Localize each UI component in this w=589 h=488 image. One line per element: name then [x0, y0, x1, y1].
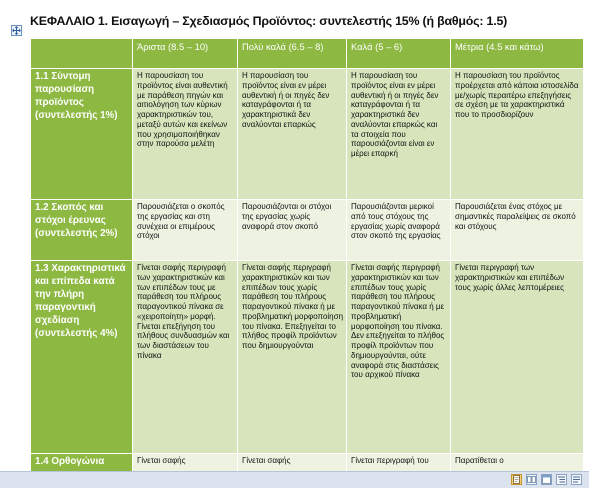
header-cell-very-good: Πολύ καλά (6.5 – 8)	[238, 39, 347, 69]
draft-icon[interactable]	[571, 474, 582, 485]
rubric-table	[30, 38, 584, 474]
header-cell-excellent: Άριστα (8.5 – 10)	[133, 39, 238, 69]
header-cell-corner	[31, 39, 133, 69]
table-cell: Γίνεται σαφής	[238, 454, 347, 474]
table-cell: Παρουσιάζονται οι στόχοι της εργασίας χωρίς αναφορά στον σκοπό	[238, 200, 347, 261]
table-cell: Γίνεται σαφής περιγραφή των χαρακτηριστικών και των επιπέδων τους με παράθεση του πλήρους παραγοντικού πίνακα σε «χειροποίητη» μορφή. Γίνεται επεξήγηση του πλήθους συνδυασμών και των διαστάσεων του πίνακα	[133, 261, 238, 454]
row-label: 1.4 Ορθογώνια	[31, 454, 133, 474]
full-screen-reading-icon[interactable]	[526, 474, 537, 485]
row-label: 1.1 Σύντομη παρουσίαση προϊόντος (συντελεστής 1%)	[31, 69, 133, 200]
table-row	[31, 200, 584, 261]
table-cell: Η παρουσίαση του προϊόντος είναι εν μέρει αυθεντική ή οι πηγές δεν καταγράφονται ή τα χαρακτηριστικά δεν αναλύονται επαρκώς και τα στοιχεία που παρουσιάζονται είναι εν μέρει επαρκή	[347, 69, 451, 200]
table-cell: Γίνεται σαφής περιγραφή χαρακτηριστικών και των επιπέδων τους χωρίς παράθεση του πλήρους παραγοντικού πίνακα ή με προβληματική μορφοποίηση του πίνακα. Δεν επεξηγείται το πλήθος προφίλ προϊόντων που δημιουργούνται, ούτε αναφορά στις διαστάσεις του αρχικού πίνακα	[347, 261, 451, 454]
table-cell: Γίνεται περιγραφή του	[347, 454, 451, 474]
table-cell: Η παρουσίαση του προϊόντος είναι εν μέρει αυθεντική ή οι πηγές δεν καταγράφονται ή τα χαρακτηριστικά δεν αναλύονται επαρκώς	[238, 69, 347, 200]
row-label: 1.3 Χαρακτηριστικά και επίπεδα κατά την πλήρη παραγοντική σχεδίαση (συντελεστής 4%)	[31, 261, 133, 454]
header-cell-fair: Μέτρια (4.5 και κάτω)	[451, 39, 584, 69]
table-cell: Η παρουσίαση του προϊόντος προέρχεται από κάποια ιστοσελίδα με/χωρίς περαιτέρω επεξηγήσεις σε σχέση με τα χαρακτηριστικά που το προσδιορίζουν	[451, 69, 584, 200]
table-cell: Παρουσιάζεται ένας στόχος με σημαντικές παραλείψεις σε σκοπό και στόχους	[451, 200, 584, 261]
table-row	[31, 69, 584, 200]
table-cell: Γίνεται σαφής	[133, 454, 238, 474]
table-cell: Η παρουσίαση του προϊόντος είναι αυθεντική με παράθεση πηγών και αιτιολόγηση των κύριων χαρακτηριστικών του, μεταξύ αυτών και εκείνων που χρησιμοποιήθηκαν στην παρούσα μελέτη	[133, 69, 238, 200]
web-layout-icon[interactable]	[541, 474, 552, 485]
header-cell-good: Καλά (5 – 6)	[347, 39, 451, 69]
table-move-handle-icon[interactable]	[11, 25, 22, 36]
table-cell: Παρουσιάζονται μερικοί από τους στόχους της εργασίας χωρίς αναφορά στον σκοπό της εργασίας	[347, 200, 451, 261]
table-cell: Παρατίθεται ο	[451, 454, 584, 474]
table-cell: Παρουσιάζεται ο σκοπός της εργασίας και στη συνέχεια οι επιμέρους στόχοι	[133, 200, 238, 261]
table-cell: Γίνεται περιγραφή των χαρακτηριστικών και επιπέδων τους χωρίς άλλες λεπτομέρειες	[451, 261, 584, 454]
row-label: 1.2 Σκοπός και στόχοι έρευνας (συντελεστής 2%)	[31, 200, 133, 261]
table-header-row	[31, 39, 584, 69]
page-title: ΚΕΦΑΛΑΙΟ 1. Εισαγωγή – Σχεδιασμός Προϊόντος: συντελεστής 15% (ή βαθμός: 1.5)	[30, 14, 508, 28]
table-cell: Γίνεται σαφής περιγραφή χαρακτηριστικών και των επιπέδων τους χωρίς παράθεση του πλήρους παραγοντικού πίνακα ή με προβληματική μορφοποίηση του πίνακα. Επεξηγείται το πλήθος προφίλ προϊόντων που δημιουργούνται	[238, 261, 347, 454]
status-bar	[0, 471, 589, 488]
table-row	[31, 261, 584, 454]
outline-icon[interactable]	[556, 474, 567, 485]
print-layout-icon[interactable]	[511, 474, 522, 485]
